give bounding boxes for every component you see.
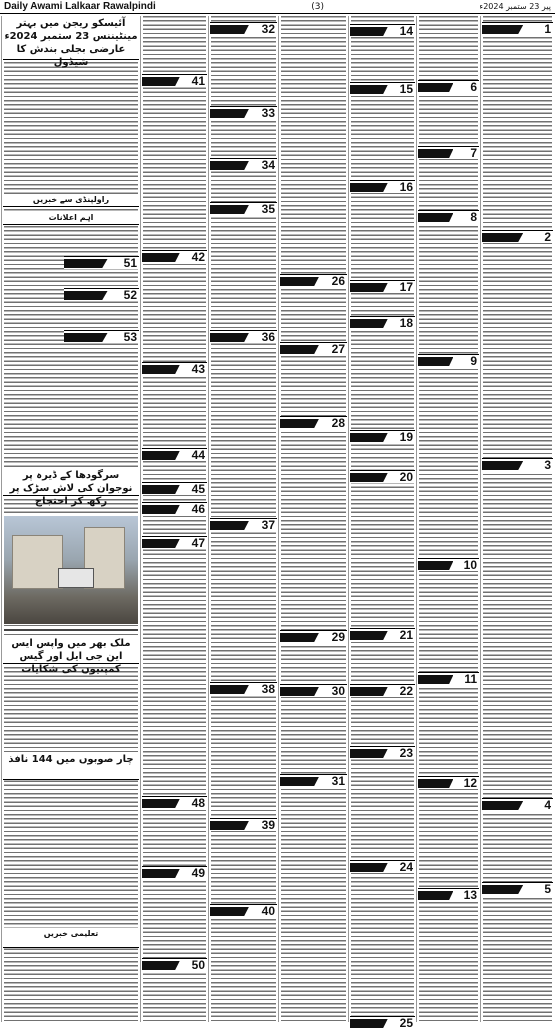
notice-banner-bar (350, 1019, 388, 1028)
notice-number: 45 (191, 482, 205, 496)
notice-number: 31 (331, 774, 345, 788)
notice-banner (418, 888, 479, 901)
notice-banner-bar (418, 83, 453, 92)
notice-banner-bar (210, 161, 249, 170)
notice-banner (142, 502, 207, 515)
notice-banner (418, 210, 479, 223)
headline-small-1: راولپنڈی سے خبریں (3, 194, 139, 207)
notice-number: 2 (544, 230, 551, 244)
column-5 (208, 16, 278, 1022)
notice-banner (418, 80, 479, 93)
notice-number: 8 (470, 210, 477, 224)
notice-banner (142, 796, 207, 809)
notice-number: 4 (544, 798, 551, 812)
notice-banner-bar (482, 885, 523, 894)
notice-number: 36 (261, 330, 275, 344)
notice-number: 53 (123, 330, 137, 344)
notice-number: 35 (261, 202, 275, 216)
notice-banner (418, 776, 479, 789)
notice-banner (482, 458, 553, 471)
notice-number: 1 (544, 22, 551, 36)
notice-banner (64, 256, 139, 269)
notice-banner-bar (350, 631, 388, 640)
notice-number: 17 (399, 280, 413, 294)
notice-number: 39 (261, 818, 275, 832)
notice-banner-bar (482, 461, 523, 470)
notice-banner-bar (142, 799, 180, 808)
column-3 (348, 16, 416, 1030)
notice-banner-bar (350, 183, 388, 192)
notice-number: 47 (191, 536, 205, 550)
column-2 (416, 16, 480, 1022)
notice-banner (418, 672, 479, 685)
notice-number: 44 (191, 448, 205, 462)
notice-banner-bar (142, 961, 180, 970)
notice-number: 23 (399, 746, 413, 760)
notice-banner-bar (210, 25, 249, 34)
notice-banner-bar (210, 205, 249, 214)
notice-number: 41 (191, 74, 205, 88)
column-4 (278, 16, 348, 1022)
notice-number: 32 (261, 22, 275, 36)
notice-number: 51 (123, 256, 137, 270)
notice-banner (350, 1016, 415, 1029)
headline-sargodha-protest: سرگودھا کے ڈیرہ پر نوجوان کی لاش سڑک پر رکھ کر احتجاج (3, 468, 139, 496)
notice-banner (210, 106, 277, 119)
notice-banner (350, 280, 415, 293)
photo-caption (4, 626, 138, 634)
notice-number: 30 (331, 684, 345, 698)
notice-banner-bar (418, 561, 453, 570)
notice-banner (280, 342, 347, 355)
masthead (0, 0, 555, 14)
notice-banner (280, 684, 347, 697)
headline-load-shedding: آئیسکو ریجن میں بہتر مینٹیننس 23 ستمبر 2024ء عارضی بجلی بندش کا شیڈول (4, 18, 138, 68)
notice-number: 34 (261, 158, 275, 172)
notice-number: 20 (399, 470, 413, 484)
notice-number: 25 (399, 1016, 413, 1030)
notice-banner (482, 230, 553, 243)
notice-banner-bar (418, 779, 453, 788)
notice-number: 6 (470, 80, 477, 94)
notice-banner (210, 904, 277, 917)
notice-number: 42 (191, 250, 205, 264)
notice-banner-bar (142, 451, 180, 460)
notice-banner-bar (482, 233, 523, 242)
notice-number: 24 (399, 860, 413, 874)
notice-banner (142, 866, 207, 879)
notice-number: 37 (261, 518, 275, 532)
notice-banner (64, 330, 139, 343)
notice-number: 43 (191, 362, 205, 376)
notice-number: 12 (463, 776, 477, 790)
notice-banner (418, 146, 479, 159)
photo-building (12, 535, 63, 589)
notice-number: 9 (470, 354, 477, 368)
notice-banner (418, 558, 479, 571)
notice-banner (482, 798, 553, 811)
notice-number: 14 (399, 24, 413, 38)
notice-banner (142, 74, 207, 87)
notice-number: 28 (331, 416, 345, 430)
newspaper-brand: Daily Awami Lalkaar Rawalpindi (4, 1, 156, 12)
notice-number: 5 (544, 882, 551, 896)
notice-banner-bar (350, 433, 388, 442)
headline-small-2: اہم اعلانات (3, 212, 139, 225)
text-block (281, 16, 346, 1022)
notice-banner-bar (64, 291, 108, 300)
notice-banner-bar (210, 821, 249, 830)
notice-number: 29 (331, 630, 345, 644)
notice-banner-bar (350, 85, 388, 94)
notice-banner-bar (210, 333, 249, 342)
notice-banner (350, 24, 415, 37)
notice-banner-bar (280, 633, 319, 642)
notice-banner-bar (418, 357, 453, 366)
news-photo (4, 516, 138, 624)
notice-number: 16 (399, 180, 413, 194)
notice-banner (210, 22, 277, 35)
notice-number: 52 (123, 288, 137, 302)
notice-banner (280, 630, 347, 643)
notice-banner (350, 82, 415, 95)
notice-banner-bar (280, 777, 319, 786)
notice-banner-bar (280, 419, 319, 428)
notice-number: 38 (261, 682, 275, 696)
page-number: (3) (311, 1, 324, 12)
notice-banner (142, 958, 207, 971)
notice-banner (482, 22, 553, 35)
headline-small-3: تعلیمی خبریں (3, 928, 139, 948)
notice-banner-bar (350, 687, 388, 696)
notice-banner (210, 202, 277, 215)
notice-number: 19 (399, 430, 413, 444)
notice-banner-bar (142, 77, 180, 86)
notice-banner-bar (142, 365, 180, 374)
notice-banner (210, 518, 277, 531)
notice-number: 18 (399, 316, 413, 330)
notice-banner (142, 536, 207, 549)
notice-banner-bar (350, 319, 388, 328)
notice-banner (280, 274, 347, 287)
notice-number: 40 (261, 904, 275, 918)
notice-banner-bar (418, 891, 453, 900)
notice-banner-bar (350, 863, 388, 872)
notice-banner (350, 684, 415, 697)
notice-banner-bar (418, 213, 453, 222)
notice-banner (280, 774, 347, 787)
notice-banner-bar (142, 869, 180, 878)
notice-banner-bar (280, 345, 319, 354)
notice-banner-bar (350, 749, 388, 758)
headline-section-144: چار صوبوں میں 144 نافذ (3, 752, 139, 780)
notice-banner (142, 448, 207, 461)
notice-banner-bar (350, 473, 388, 482)
notice-banner-bar (142, 539, 180, 548)
column-6 (140, 16, 208, 1022)
headline-gas-complaints: ملک بھر میں واپس ایس این جی ایل اور گیس کمپنیوں کی شکایات (3, 636, 139, 664)
notice-banner (350, 860, 415, 873)
notice-banner-bar (418, 149, 453, 158)
notice-number: 50 (191, 958, 205, 972)
notice-banner-bar (142, 485, 180, 494)
notice-number: 33 (261, 106, 275, 120)
notice-number: 10 (463, 558, 477, 572)
notice-banner-bar (418, 675, 453, 684)
notice-banner (64, 288, 139, 301)
notice-number: 21 (399, 628, 413, 642)
notice-number: 22 (399, 684, 413, 698)
notice-number: 46 (191, 502, 205, 516)
notice-banner (350, 180, 415, 193)
issue-date: پیر 23 ستمبر 2024ء (479, 2, 551, 11)
notice-number: 48 (191, 796, 205, 810)
notice-number: 11 (464, 672, 477, 686)
notice-banner (210, 158, 277, 171)
notice-banner-bar (64, 333, 108, 342)
notice-banner (350, 316, 415, 329)
notice-banner-bar (280, 687, 319, 696)
notice-banner-bar (482, 801, 523, 810)
notice-banner-bar (64, 259, 108, 268)
notice-number: 13 (463, 888, 477, 902)
notice-number: 49 (191, 866, 205, 880)
notice-number: 27 (331, 342, 345, 356)
notice-banner (142, 362, 207, 375)
text-block (483, 16, 552, 1022)
notice-number: 7 (470, 146, 477, 160)
notice-banner (142, 250, 207, 263)
notice-banner-bar (142, 505, 180, 514)
notice-banner (350, 470, 415, 483)
notice-banner (350, 746, 415, 759)
notice-banner (142, 482, 207, 495)
notice-banner-bar (482, 25, 523, 34)
column-7 (1, 16, 140, 1022)
notice-banner (350, 628, 415, 641)
column-1 (480, 16, 554, 1022)
notice-number: 26 (331, 274, 345, 288)
photo-truck (58, 568, 94, 588)
text-block (419, 16, 478, 1022)
notice-banner (482, 882, 553, 895)
notice-banner-bar (210, 109, 249, 118)
notice-banner-bar (350, 283, 388, 292)
notice-banner-bar (280, 277, 319, 286)
notice-banner (280, 416, 347, 429)
notice-banner-bar (350, 27, 388, 36)
notice-banner-bar (210, 521, 249, 530)
notice-banner (210, 818, 277, 831)
notice-banner-bar (210, 907, 249, 916)
notice-banner (350, 430, 415, 443)
notice-number: 15 (399, 82, 413, 96)
notice-banner (210, 682, 277, 695)
notice-banner (210, 330, 277, 343)
notice-number: 3 (544, 458, 551, 472)
notice-banner (418, 354, 479, 367)
notice-banner-bar (142, 253, 180, 262)
notice-banner-bar (210, 685, 249, 694)
